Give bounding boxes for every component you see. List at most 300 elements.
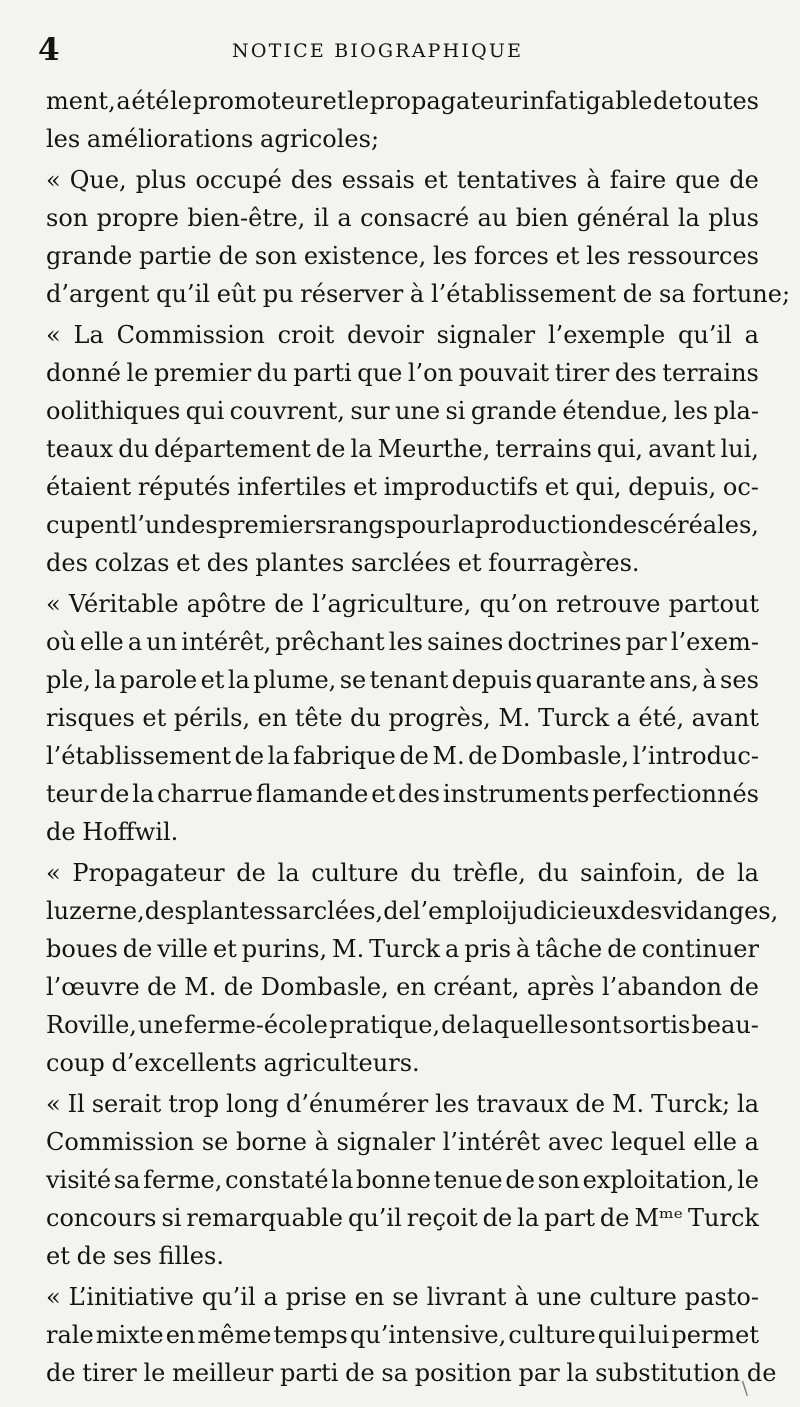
word: que [675, 166, 721, 194]
word: l’agriculture, [312, 590, 472, 618]
word: où [46, 628, 76, 656]
word: culture [508, 1321, 596, 1349]
word: premiers [217, 511, 328, 539]
word: de [315, 435, 346, 463]
word: tenant [369, 666, 449, 694]
word: de [76, 1242, 107, 1270]
word: céréales, [649, 511, 759, 539]
word: consacré [360, 204, 470, 232]
word: parti [293, 359, 352, 387]
word: signaler [436, 321, 536, 349]
word: trop [168, 1090, 220, 1118]
word: a [263, 1283, 278, 1311]
text-line [46, 354, 759, 392]
word: le [170, 87, 192, 115]
text-line [46, 161, 759, 199]
word: tenue [433, 1166, 503, 1194]
word: réserver [300, 280, 404, 308]
word: des [46, 549, 88, 577]
word: pla- [713, 397, 759, 425]
word: qu’il [201, 1283, 256, 1311]
word: M. [611, 1090, 645, 1118]
word: a [744, 1128, 759, 1156]
word: bonne [355, 1166, 431, 1194]
word: travaux [476, 1090, 569, 1118]
word: l’abandon [601, 973, 722, 1001]
word: de [482, 1204, 513, 1232]
word: « [46, 1283, 61, 1311]
word: au [477, 204, 508, 232]
word: de [729, 973, 759, 1001]
word: pris [464, 935, 512, 963]
word: essais [341, 166, 415, 194]
word: se [392, 1283, 419, 1311]
word: judicieux [510, 897, 621, 925]
text-line [46, 1316, 759, 1354]
word: toutes [683, 87, 759, 115]
word: la [350, 435, 373, 463]
word: réputés [137, 473, 231, 501]
text-line [46, 199, 759, 237]
word: premier [154, 359, 252, 387]
text-line [46, 968, 759, 1006]
word: « [46, 590, 61, 618]
word: des [206, 549, 249, 577]
word: de [46, 818, 76, 846]
word: a [444, 935, 460, 963]
word: les [388, 628, 423, 656]
word: trèfle, [452, 859, 526, 887]
word: elle [693, 1128, 737, 1156]
word: à [586, 166, 601, 194]
word: progrès, [388, 704, 491, 732]
text-line [46, 506, 759, 544]
word: avant [691, 704, 759, 732]
word: de [122, 935, 153, 963]
word: teur [46, 780, 97, 808]
word: concours [46, 1204, 157, 1232]
word: l’un [129, 511, 176, 539]
word: croit [277, 321, 335, 349]
word: doctrines [507, 628, 622, 656]
running-head: NOTICE BIOGRAPHIQUE [232, 40, 524, 62]
word: oc- [722, 473, 759, 501]
word: existence, [303, 242, 427, 270]
text-line [46, 775, 759, 813]
text-line [46, 1354, 777, 1392]
text-line [46, 930, 759, 968]
word: tirer [554, 359, 610, 387]
word: part [544, 1204, 595, 1232]
word: été [131, 87, 170, 115]
word: luzerne, [46, 897, 145, 925]
word: de [399, 742, 429, 770]
word: position [414, 1359, 512, 1387]
word: la [267, 742, 290, 770]
word: M. [332, 935, 365, 963]
word: l’établissement [430, 280, 617, 308]
word: l’exem- [670, 628, 759, 656]
word: boues [46, 935, 118, 963]
word: Que, [69, 166, 127, 194]
word: vidanges, [662, 897, 779, 925]
word: si [161, 1204, 182, 1232]
word: la [736, 859, 759, 887]
word: améliorations [86, 125, 254, 153]
word: visité [46, 1166, 112, 1194]
word: ans, [649, 666, 699, 694]
word: de [607, 935, 637, 963]
word: instruments [442, 780, 590, 808]
word: intérêt, [181, 628, 272, 656]
word: a [616, 704, 631, 732]
word: et [353, 473, 377, 501]
word: ferme, [143, 1166, 223, 1194]
word: la [94, 666, 117, 694]
text-line [46, 1237, 759, 1275]
word: après [526, 973, 595, 1001]
word: de [234, 742, 265, 770]
word: de [468, 742, 498, 770]
word: les [586, 242, 621, 270]
word: a [116, 87, 131, 115]
word: tâche [535, 935, 603, 963]
word: borne [236, 1128, 307, 1156]
word: constaté [225, 1166, 329, 1194]
word: elle [80, 628, 124, 656]
word: Meurthe, [377, 435, 491, 463]
word: la [132, 780, 155, 808]
word: infatigable [521, 87, 653, 115]
word: signaler [336, 1128, 435, 1156]
word: et [200, 666, 225, 694]
word: de [441, 1011, 471, 1039]
word: M. [432, 742, 465, 770]
text-line [46, 813, 759, 851]
page-number: 4 [38, 32, 60, 68]
word: si [445, 397, 466, 425]
word: à [514, 1283, 529, 1311]
word: à [702, 666, 717, 694]
word: et [544, 473, 569, 501]
word: l’on [407, 359, 454, 387]
word: avec [547, 1128, 604, 1156]
word: qu’il [347, 1204, 402, 1232]
word: de [695, 859, 726, 887]
word: du [410, 859, 442, 887]
word: L’initiative [68, 1283, 194, 1311]
word: les [435, 1090, 470, 1118]
word: l’œuvre [46, 973, 140, 1001]
word: à [515, 935, 531, 963]
word: en [165, 1321, 196, 1349]
word: agricoles; [260, 125, 380, 153]
word: que [357, 359, 403, 387]
word: plantes [186, 897, 276, 925]
text-line [46, 1199, 759, 1237]
word: du [256, 359, 288, 387]
word: saines [427, 628, 504, 656]
word: en [257, 704, 288, 732]
word: en [354, 1283, 385, 1311]
word: les [46, 125, 81, 153]
word: de [345, 1359, 375, 1387]
word: périls, [173, 704, 251, 732]
word: livrant [426, 1283, 507, 1311]
word: Propagateur [72, 859, 225, 887]
word: du [118, 435, 150, 463]
word: d’énumérer [285, 1090, 429, 1118]
word: plantes [255, 549, 345, 577]
word: culture [589, 1283, 677, 1311]
word: propagateur [369, 87, 522, 115]
word: prise [285, 1283, 347, 1311]
text-line [46, 1006, 759, 1044]
word: le [737, 1166, 759, 1194]
word: grande [470, 397, 557, 425]
word: pour [396, 511, 453, 539]
word: plume, [253, 666, 337, 694]
word: a [127, 628, 143, 656]
word: de [147, 973, 177, 1001]
text-line [46, 1123, 759, 1161]
text-line [46, 623, 759, 661]
word: beau- [691, 1011, 759, 1039]
word: continuer [641, 935, 759, 963]
word: département [154, 435, 311, 463]
word: par [518, 1359, 560, 1387]
word: il [313, 204, 330, 232]
word: l’exemple [547, 321, 666, 349]
word: été, [638, 704, 685, 732]
word: la [331, 1166, 354, 1194]
word: les [673, 397, 709, 425]
word: propre [96, 204, 179, 232]
word: une [536, 1283, 582, 1311]
word: qui [597, 1321, 637, 1349]
word: l’introduc- [632, 742, 759, 770]
word: M. [498, 704, 531, 732]
word: la [452, 511, 475, 539]
word: apôtre [186, 590, 267, 618]
word: se [201, 1128, 229, 1156]
word: devoir [347, 321, 424, 349]
word: qui [185, 397, 225, 425]
text-line [46, 737, 759, 775]
text-line [46, 237, 759, 275]
word: mixte [95, 1321, 164, 1349]
text-line [46, 854, 759, 892]
word: sarclées [351, 549, 451, 577]
word: sont [569, 1011, 622, 1039]
word: cupent [46, 511, 130, 539]
word: étaient [46, 473, 132, 501]
word: de [505, 1166, 535, 1194]
word: charrue [157, 780, 253, 808]
word: se [339, 666, 367, 694]
word: partie [138, 242, 212, 270]
word: qui, [575, 473, 622, 501]
word: Mᵐᵉ [634, 1204, 684, 1232]
word: rangs [327, 511, 397, 539]
word: a [744, 321, 759, 349]
body-text [46, 82, 791, 1392]
word: forces [474, 242, 549, 270]
word: tête [294, 704, 343, 732]
word: tentatives [456, 166, 578, 194]
word: remarquable [186, 1204, 344, 1232]
word: ment, [46, 87, 116, 115]
word: lui [638, 1321, 670, 1349]
word: et [212, 935, 237, 963]
word: couvrent, [229, 397, 345, 425]
word: ferme-école [184, 1011, 328, 1039]
word: l’emploi [412, 897, 511, 925]
word: de [729, 166, 759, 194]
word: retrouve [556, 590, 661, 618]
word: donné [46, 359, 121, 387]
word: et [46, 1242, 70, 1270]
word: plus [135, 166, 187, 194]
word: son [46, 204, 89, 232]
word: la [737, 1090, 759, 1118]
word: l’intérêt [442, 1128, 541, 1156]
word: parole [119, 666, 198, 694]
word: tirer [82, 1359, 137, 1387]
word: « [46, 859, 61, 887]
word: de [622, 280, 653, 308]
word: lui, [720, 435, 759, 463]
word: plus [708, 204, 759, 232]
word: une [394, 397, 441, 425]
word: bien-être, [187, 204, 306, 232]
word: grande [46, 242, 133, 270]
word: sortis [622, 1011, 691, 1039]
word: reçoit [406, 1204, 478, 1232]
word: « [46, 166, 61, 194]
word: et [423, 166, 448, 194]
scan-mark: \ [741, 1378, 748, 1399]
word: de [274, 590, 304, 618]
word: à [409, 280, 425, 308]
word: des [607, 511, 650, 539]
word: qu’il [678, 321, 732, 349]
word: improductifs [383, 473, 539, 501]
text-line [46, 544, 759, 582]
text-line [46, 430, 759, 468]
word: qu’il [156, 280, 210, 308]
word: sur [350, 397, 390, 425]
word: teaux [46, 435, 114, 463]
word: pu [262, 280, 294, 308]
word: colzas [94, 549, 170, 577]
word: de [46, 1359, 76, 1387]
word: Commission [46, 1128, 195, 1156]
word: rale [46, 1321, 94, 1349]
text-line [46, 1085, 759, 1123]
word: ville [157, 935, 209, 963]
text-line [46, 82, 759, 120]
word: l’établissement [46, 742, 232, 770]
word: son [537, 1166, 580, 1194]
word: son [254, 242, 298, 270]
word: serait [91, 1090, 162, 1118]
word: le [126, 359, 149, 387]
text-line [46, 392, 759, 430]
word: ses [720, 666, 759, 694]
word: prêchant [275, 628, 385, 656]
word: la [677, 204, 700, 232]
word: terrains [662, 359, 759, 387]
word: sainfoin, [580, 859, 684, 887]
word: qu’on [479, 590, 548, 618]
text-line [46, 1278, 759, 1316]
word: et [176, 549, 201, 577]
word: de [223, 973, 254, 1001]
word: d’argent [46, 280, 150, 308]
word: des [398, 780, 440, 808]
word: étendue, [562, 397, 669, 425]
word: une [138, 1011, 184, 1039]
word: de [599, 1204, 630, 1232]
word: agriculteurs. [263, 1049, 420, 1077]
word: Turck [688, 1204, 759, 1232]
word: parti [279, 1359, 339, 1387]
word: Dombasle, [260, 973, 389, 1001]
word: Turck; [651, 1090, 731, 1118]
word: laquelle [471, 1011, 569, 1039]
word: ses [112, 1242, 152, 1270]
word: la [277, 859, 300, 887]
text-line [46, 661, 759, 699]
word: Roville, [46, 1011, 137, 1039]
word: en [396, 973, 426, 1001]
text-line [46, 316, 759, 354]
word: pratique, [328, 1011, 441, 1039]
word: de [653, 87, 683, 115]
word: des [144, 897, 187, 925]
word: à [314, 1128, 329, 1156]
word: depuis [451, 666, 533, 694]
word: Il [67, 1090, 85, 1118]
word: de [383, 897, 413, 925]
text-line [46, 468, 759, 506]
word: par [625, 628, 667, 656]
word: « [46, 1090, 61, 1118]
word: temps [273, 1321, 348, 1349]
word: du [350, 704, 381, 732]
word: Hoffwil. [82, 818, 179, 846]
word: sa [113, 1166, 141, 1194]
word: quarante [535, 666, 646, 694]
word: long [226, 1090, 280, 1118]
word: et [457, 549, 482, 577]
word: d’excellents [111, 1049, 257, 1077]
word: avant [648, 435, 716, 463]
word: et [555, 242, 580, 270]
word: purins, [241, 935, 328, 963]
word: de [575, 1090, 606, 1118]
word: infertiles [237, 473, 347, 501]
word: sa [659, 280, 686, 308]
word: des [175, 511, 218, 539]
word: Turck [538, 704, 609, 732]
word: terrains [495, 435, 592, 463]
word: qu’intensive, [349, 1321, 507, 1349]
word: a [337, 204, 352, 232]
word: et [142, 704, 167, 732]
word: pouvait [458, 359, 550, 387]
